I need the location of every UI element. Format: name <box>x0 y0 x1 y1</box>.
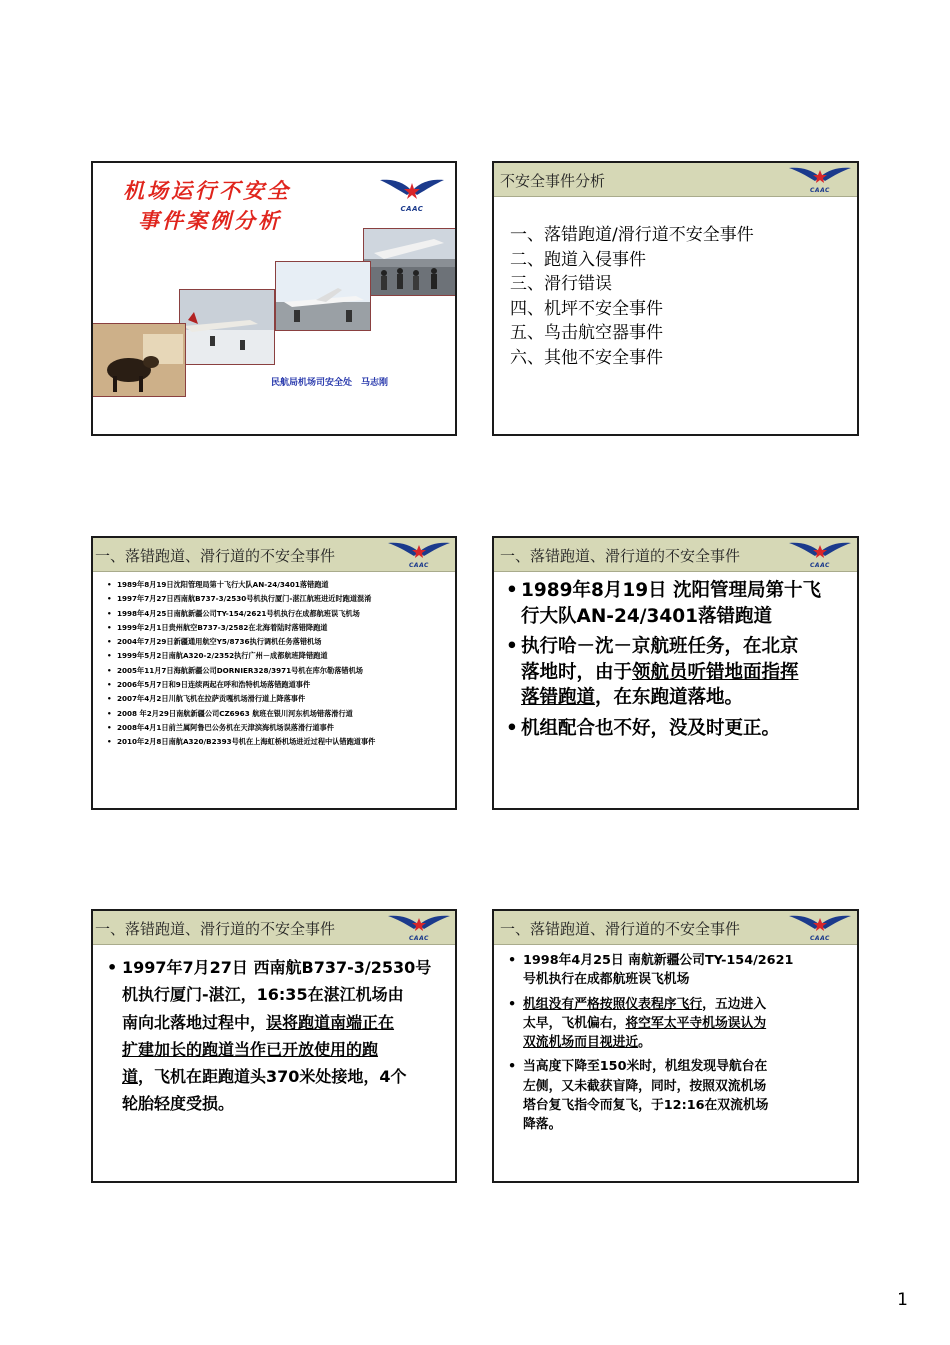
slide-3-incident-list <box>91 536 457 810</box>
photo-airport-workers <box>363 228 457 296</box>
case-bullet <box>508 1057 793 1134</box>
incident-item: • 1998年4月25日南航新疆公司TY-154/2621号机执行在成都航班误飞机场 <box>107 607 375 621</box>
contents-item: 三、滑行错误 <box>510 274 612 294</box>
incident-item: • 1999年2月1日贵州航空B737-3/2582在北海着陆时落错降跑道 <box>107 621 375 635</box>
slide-3-header-title: 一、落错跑道、滑行道的不安全事件 <box>95 547 336 565</box>
contents-item: 六、其他不安全事件 <box>510 347 663 368</box>
case-text-underlined: 机组没有严格按照仪表程序飞行 <box>523 996 703 1012</box>
case-text-underlined: 双流机场而目视进近 <box>523 1035 639 1051</box>
contents-item: 二、跑道入侵事件 <box>510 249 646 270</box>
case-text-underlined: 道 <box>122 1067 139 1087</box>
case-line: 轮胎轻度受损。 <box>122 1094 235 1114</box>
incident-item: • 2004年7月29日新疆通用航空Y5/8736执行调机任务落错机场 <box>107 635 375 649</box>
page-number: 1 <box>897 1290 908 1310</box>
incident-item: • 2005年11月7日海航新疆公司DORNIER328/3971号机在库尔勒落错机场 <box>107 664 375 678</box>
case-text: 南向北落地过程中， <box>122 1012 267 1032</box>
case-line: 号机执行在成都航班误飞机场 <box>523 972 690 988</box>
slide-4-case-1989 <box>492 536 859 810</box>
case-line <box>122 1009 431 1036</box>
slide-1-title-line-2: 事件案例分析 <box>138 208 282 233</box>
caac-wings-icon <box>788 914 852 936</box>
case-text: ，五边进入 <box>702 996 767 1012</box>
case-bullets <box>506 578 821 741</box>
slide-5-case-1997 <box>91 909 457 1183</box>
case-bullet <box>508 995 793 1053</box>
case-line: 塔台复飞指令而复飞，于12:16在双流机场 <box>523 1098 769 1114</box>
contents-item: 四、机坪不安全事件 <box>510 298 663 319</box>
case-line <box>521 660 821 686</box>
case-text-underlined: 落错跑道 <box>521 687 596 708</box>
case-text-underlined: 领航员听错地面指挥 <box>632 661 799 683</box>
case-line: • 1998年4月25日 南航新疆公司TY-154/2621 <box>523 953 794 968</box>
case-text: 落地时，由于 <box>521 661 633 683</box>
caac-logo <box>387 914 451 944</box>
case-text: 太早，飞机偏右， <box>523 1015 626 1031</box>
case-bullet <box>508 951 793 990</box>
incident-item: • 2008年4月1日前兰属阿鲁巴公务机在天津滨海机场误落滑行道事件 <box>107 721 375 735</box>
case-line <box>122 1063 431 1090</box>
caac-logo-text: CAAC <box>409 935 429 942</box>
caac-wings-icon <box>379 177 445 205</box>
slide-1-title-line-1: 机场运行不安全 <box>123 178 291 203</box>
slide-6-case-1998 <box>492 909 859 1183</box>
caac-logo-text: CAAC <box>810 562 830 569</box>
case-text: ，在东跑道落地。 <box>595 687 744 708</box>
incident-item: • 2008 年2月29日南航新疆公司CZ6963 航班在银川河东机场错落滑行道 <box>107 707 375 721</box>
incident-item: • 1999年5月2日南航A320-2/2352执行广州－成都航班降错跑道 <box>107 649 375 663</box>
contents-item: 五、鸟击航空器事件 <box>510 323 663 343</box>
case-line: 行大队AN-24/3401落错跑道 <box>521 605 772 627</box>
case-line: • 1997年7月27日 西南航B737-3/2530号 <box>122 958 432 977</box>
case-line <box>523 1014 793 1033</box>
caac-logo <box>788 541 852 571</box>
incident-item: • 1997年7月27日西南航B737-3/2530号机执行厦门-湛江航班进近时跑道混淆 <box>107 592 375 606</box>
case-text: 。 <box>638 1035 651 1051</box>
case-bullet <box>107 954 431 1118</box>
caac-logo-text: CAAC <box>810 935 830 942</box>
caac-logo <box>379 177 445 217</box>
caac-wings-icon <box>788 541 852 563</box>
case-line <box>523 995 793 1014</box>
slide-4-header-title: 一、落错跑道、滑行道的不安全事件 <box>500 547 741 565</box>
photo-aircraft-apron <box>275 261 371 331</box>
case-line: 左侧，又未截获盲降，同时，按照双流机场 <box>523 1078 767 1094</box>
case-line <box>122 1036 431 1063</box>
case-text-underlined: 将空军太平寺机场误认为 <box>625 1015 767 1031</box>
slide-1-title <box>91 161 457 436</box>
caac-logo <box>387 541 451 571</box>
incident-list <box>107 578 375 750</box>
case-bullet <box>506 716 821 742</box>
photo-detection-dog <box>92 323 186 397</box>
caac-wings-icon <box>788 166 852 188</box>
slide-1-author: 民航局机场司安全处 马志刚 <box>271 378 389 388</box>
caac-wings-icon <box>387 914 451 936</box>
case-bullet <box>506 634 821 711</box>
caac-logo <box>788 166 852 196</box>
caac-logo-text: CAAC <box>400 205 424 213</box>
caac-logo-text: CAAC <box>810 187 830 194</box>
case-line: • 当高度下降至150米时，机组发现导航台在 <box>523 1059 768 1075</box>
incident-item: • 1989年8月19日沈阳管理局第十飞行大队AN-24/3401落错跑道 <box>107 578 375 592</box>
case-text: ，飞机在距跑道头370米处接地，4个 <box>138 1067 407 1087</box>
case-line <box>521 685 821 711</box>
slide-5-header-title: 一、落错跑道、滑行道的不安全事件 <box>95 920 336 938</box>
caac-logo <box>788 914 852 944</box>
case-text-underlined: 误将跑道南端正在 <box>266 1012 395 1032</box>
slide-2-contents <box>492 161 859 436</box>
photo-aircraft-snow <box>179 289 275 365</box>
case-text-underlined: 扩建加长的跑道当作已开放使用的跑 <box>122 1039 379 1059</box>
caac-wings-icon <box>387 541 451 563</box>
case-bullets <box>107 954 431 1118</box>
case-bullets <box>508 951 793 1135</box>
contents-list <box>510 223 754 370</box>
slide-2-header-title: 不安全事件分析 <box>500 172 606 190</box>
incident-item: • 2006年5月7日和9日连续两起在呼和浩特机场落错跑道事件 <box>107 678 375 692</box>
slide-6-header-title: 一、落错跑道、滑行道的不安全事件 <box>500 920 741 938</box>
incident-item: • 2007年4月2日川航飞机在拉萨贡嘎机场滑行道上降落事件 <box>107 692 375 706</box>
caac-logo-text: CAAC <box>409 562 429 569</box>
case-line <box>523 1033 793 1052</box>
case-line: 机执行厦门-湛江，16:35在湛江机场由 <box>122 985 404 1005</box>
case-line: 降落。 <box>523 1117 562 1133</box>
contents-item: 一、落错跑道/滑行道不安全事件 <box>510 225 754 245</box>
case-line: • 1989年8月19日 沈阳管理局第十飞 <box>521 580 822 601</box>
case-bullet <box>506 578 821 629</box>
case-line: • 执行哈－沈－京航班任务，在北京 <box>521 636 799 657</box>
incident-item: • 2010年2月8日南航A320/B2393号机在上海虹桥机场进近过程中认错跑道事件 <box>107 735 375 749</box>
case-line: • 机组配合也不好，没及时更正。 <box>521 717 781 739</box>
